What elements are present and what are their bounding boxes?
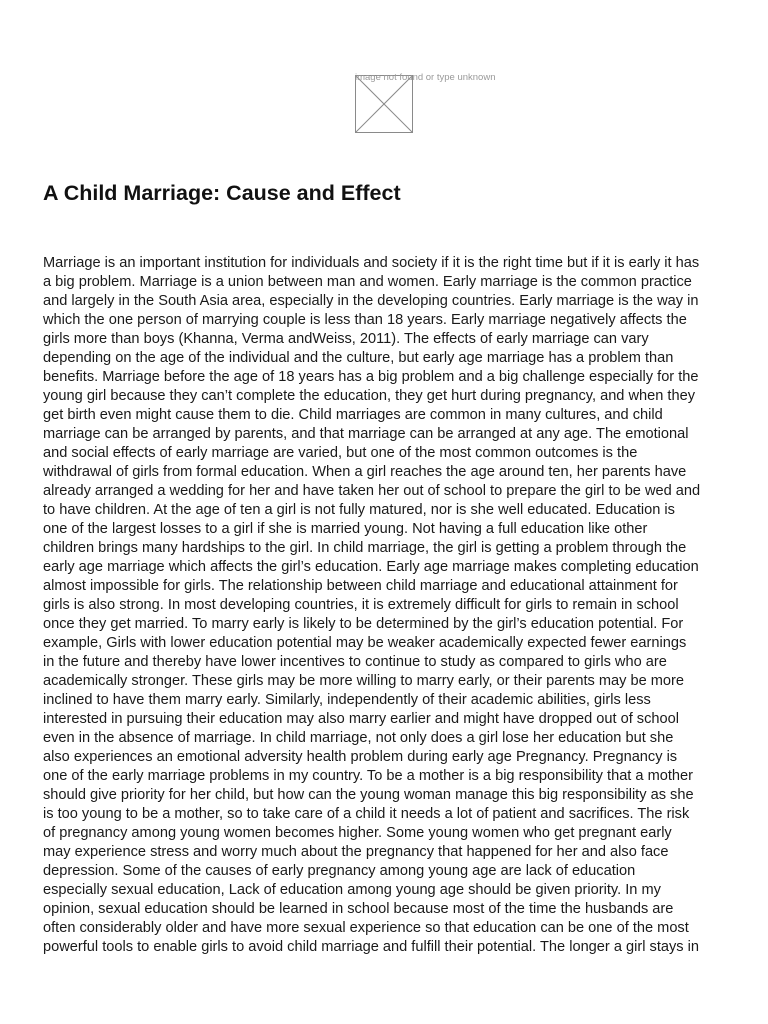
body-text-line: of pregnancy among young women becomes higher. Some young women who get pregnant early (43, 825, 672, 841)
body-text-line: also experiences an emotional adversity health problem during early age Pregnancy. Pregnancy is (43, 749, 678, 765)
body-text-line: often considerably older and have more sexual experience so that education can be one of the most (43, 920, 689, 936)
body-text-line: young girl because they can’t complete the education, they get hurt during pregnancy, and when they (43, 388, 696, 404)
body-text-line: get birth even might cause them to die. Child marriages are common in many cultures, and child (43, 407, 663, 423)
body-text-line: even in the absence of marriage. In child marriage, not only does a girl lose her education but she (43, 730, 674, 746)
body-text-line: girls more than boys (Khanna, Verma andWeiss, 2011). The effects of early marriage can vary (43, 331, 649, 347)
document-title: A Child Marriage: Cause and Effect (43, 181, 401, 205)
body-text-line: almost impossible for girls. The relationship between child marriage and educational attainment for (43, 578, 678, 594)
body-text-line: already arranged a wedding for her and have taken her out of school to prepare the girl to be wed and (43, 483, 701, 499)
body-text-line: depression. Some of the causes of early pregnancy among young age are lack of education (43, 863, 636, 879)
body-text-line: benefits. Marriage before the age of 18 years has a big problem and a big challenge especially for the (43, 369, 699, 385)
body-text-line: depending on the age of the individual and the culture, but early age marriage has a problem than (43, 350, 674, 366)
body-text-line: children brings many hardships to the girl. In child marriage, the girl is getting a problem through the (43, 540, 687, 556)
body-text-line: and largely in the South Asia area, especially in the developing countries. Early marriage is the way in (43, 293, 699, 309)
body-text-line: girls is also strong. In most developing countries, it is extremely difficult for girls to remain in school (43, 597, 679, 613)
body-text-line: may experience stress and worry much about the pregnancy that happened for her and also face (43, 844, 669, 860)
body-text-line: and social effects of early marriage are varied, but one of the most common outcomes is the (43, 445, 638, 461)
body-text-line: a big problem. Marriage is a union between man and women. Early marriage is the common practice (43, 274, 692, 290)
body-text-line: opinion, sexual education should be learned in school because most of the time the husbands are (43, 901, 674, 917)
body-text-line: which the one person of marrying couple is less than 18 years. Early marriage negatively affects the (43, 312, 687, 328)
image-alt-text: image not found or type unknown (355, 72, 496, 83)
body-text-line: powerful tools to enable girls to avoid child marriage and fulfill their potential. The longer a girl stays in (43, 939, 699, 955)
body-text-line: inclined to have them marry early. Similarly, independently of their academic abilities, girls less (43, 692, 651, 708)
body-text-line: should give priority for her child, but how can the young woman manage this big responsibility as she (43, 787, 694, 803)
body-text-line: in the future and thereby have lower incentives to continue to study as compared to girls who are (43, 654, 667, 670)
body-text-line: one of the largest losses to a girl if she is married young. Not having a full education like other (43, 521, 648, 537)
body-text-line: to have children. At the age of ten a girl is not fully matured, nor is she well educated. Education is (43, 502, 675, 518)
broken-image-icon (355, 75, 413, 133)
body-paragraph (43, 254, 733, 957)
broken-image-placeholder (355, 72, 496, 133)
body-text-line: is too young to be a mother, so to take care of a child it needs a lot of patient and sacrifices. The risk (43, 806, 690, 822)
body-text-line: especially sexual education, Lack of education among young age should be given priority. In my (43, 882, 661, 898)
body-text-line: marriage can be arranged by parents, and that marriage can be arranged at any age. The emotional (43, 426, 689, 442)
body-text-line: academically stronger. These girls may be more willing to marry early, or their parents may be more (43, 673, 685, 689)
body-text-line: early age marriage which affects the girl’s education. Early age marriage makes completing education (43, 559, 699, 575)
body-text-line: withdrawal of girls from formal education. When a girl reaches the age around ten, her parents have (43, 464, 687, 480)
body-text-line: Marriage is an important institution for individuals and society if it is the right time but if it is early it has (43, 255, 700, 271)
body-text-line: interested in pursuing their education may also marry earlier and might have dropped out of school (43, 711, 679, 727)
body-text-line: one of the early marriage problems in my country. To be a mother is a big responsibility that a mother (43, 768, 694, 784)
body-text-line: once they get married. To marry early is likely to be determined by the girl’s education potential. For (43, 616, 684, 632)
body-text-line: example, Girls with lower education potential may be weaker academically expected fewer earnings (43, 635, 687, 651)
